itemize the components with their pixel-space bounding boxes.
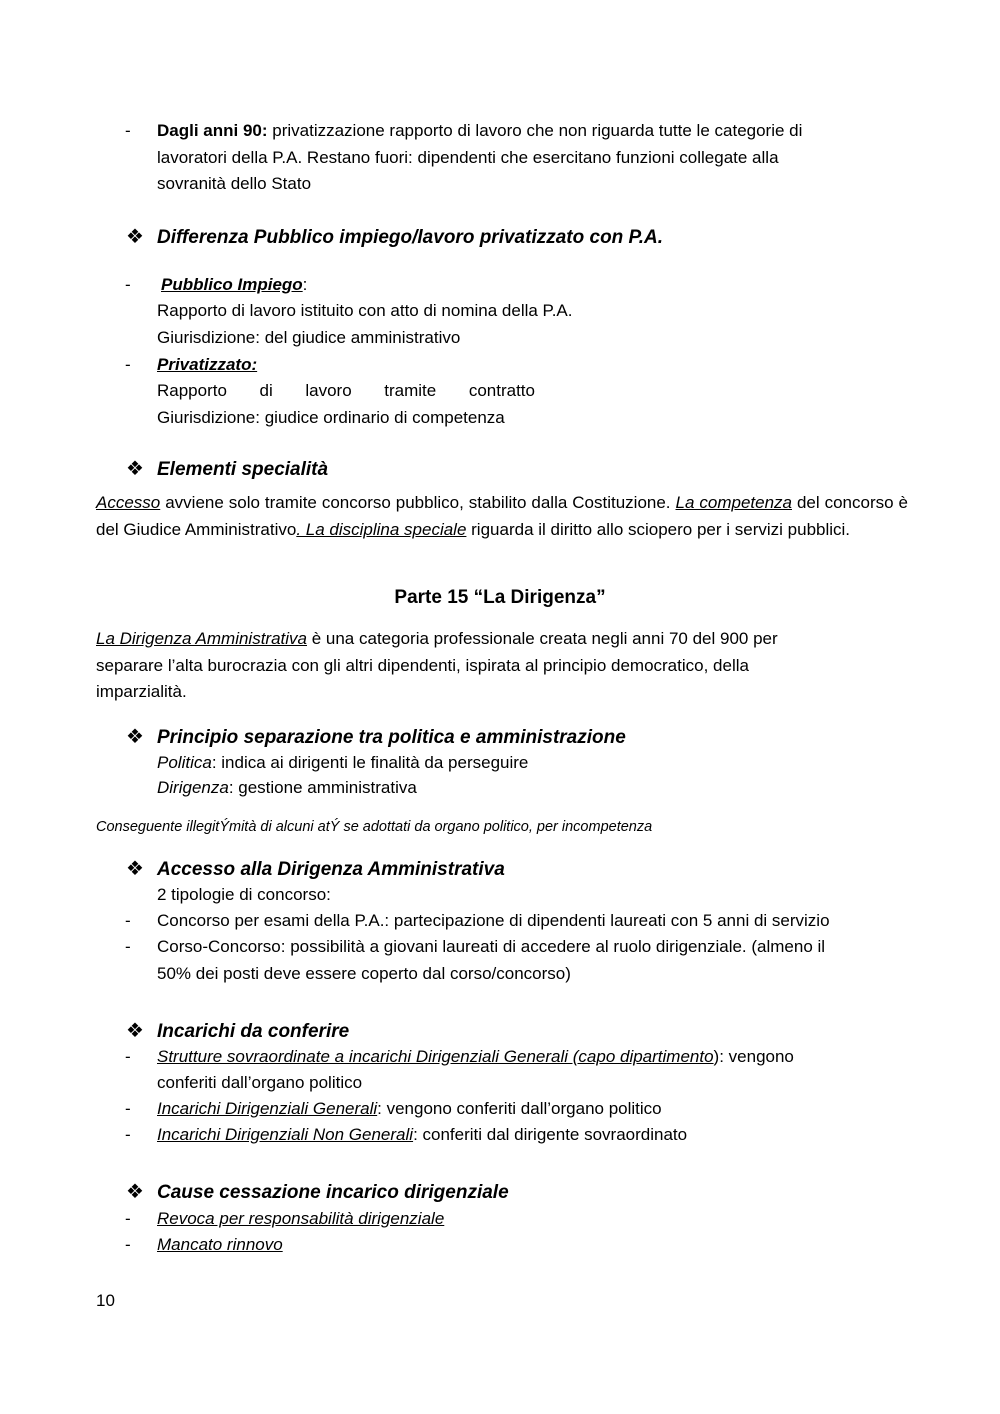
section-heading-principio xyxy=(126,723,626,752)
note-line: Conseguente illegitÝmità di alcuni atÝ se adottati da organo politico, per incompetenza xyxy=(96,819,653,835)
dirigenza-text: : gestione amministrativa xyxy=(228,778,417,797)
politica-line xyxy=(157,750,528,776)
diamond-bullet-icon: ❖ xyxy=(126,1181,144,1203)
section-heading-differenza xyxy=(126,223,663,252)
accesso-sub: 2 tipologie di concorso: xyxy=(157,885,331,904)
incarichi-item-3-term: Incarichi Dirigenziali Non Generali xyxy=(157,1125,414,1144)
heading-text: Differenza Pubblico impiego/lavoro privatizzato con P.A. xyxy=(157,227,664,248)
priv-line-2: Giurisdizione: giudice ordinario di competenza xyxy=(157,408,505,427)
heading-text: Cause cessazione incarico dirigenziale xyxy=(157,1182,509,1203)
dirigenza-line xyxy=(157,775,417,801)
list-dash: - xyxy=(125,1047,131,1066)
top-bold-label: Dagli anni 90: xyxy=(157,121,268,140)
incarichi-item-1-text: ): vengono xyxy=(713,1047,794,1066)
word: di xyxy=(259,381,273,400)
diamond-bullet-icon: ❖ xyxy=(126,458,144,480)
incarichi-item-2 xyxy=(157,1096,662,1122)
privatizzato-label: Privatizzato: xyxy=(157,355,258,374)
dirigenza-term: Dirigenza xyxy=(157,778,229,797)
intro-term: La Dirigenza Amministrativa xyxy=(96,629,307,648)
word: Rapporto xyxy=(157,381,227,400)
accesso-item-2-line-1: Corso-Concorso: possibilità a giovani laureati di accedere al ruolo dirigenziale. (almeno il xyxy=(157,937,826,956)
accesso-term: Accesso xyxy=(96,493,161,512)
diamond-bullet-icon: ❖ xyxy=(126,726,144,748)
accesso-item-2-line-2: 50% dei posti deve essere coperto dal corso/concorso) xyxy=(157,964,571,983)
intro-line-1-text: è una categoria professionale creata negli anni 70 del 900 per xyxy=(307,629,778,648)
list-dash: - xyxy=(125,1125,131,1144)
disciplina-term: . La disciplina speciale xyxy=(296,520,467,539)
diamond-bullet-icon: ❖ xyxy=(126,1020,144,1042)
word: contratto xyxy=(468,381,535,400)
list-dash: - xyxy=(125,1099,131,1118)
word: lavoro xyxy=(305,381,352,400)
pi-colon: : xyxy=(302,275,308,294)
section-heading-accesso xyxy=(126,855,505,884)
competenza-term: La competenza xyxy=(675,493,792,512)
intro-line-3: imparzialità. xyxy=(96,682,187,701)
para-text: riguarda il diritto allo sciopero per i servizi pubblici. xyxy=(466,520,851,539)
elementi-paragraph xyxy=(96,489,908,543)
incarichi-item-3-text: : conferiti dal dirigente sovraordinato xyxy=(413,1125,688,1144)
section-title: Parte 15 “La Dirigenza” xyxy=(394,587,606,608)
list-dash: - xyxy=(125,937,131,956)
top-line-2: lavoratori della P.A. Restano fuori: dipendenti che esercitano funzioni collegate alla xyxy=(157,148,779,167)
section-heading-elementi xyxy=(126,455,328,484)
section-heading-cause xyxy=(126,1178,509,1207)
heading-text: Principio separazione tra politica e amministrazione xyxy=(157,727,626,748)
top-line-1-text: privatizzazione rapporto di lavoro che non riguarda tutte le categorie di xyxy=(267,121,803,140)
cause-item-2: Mancato rinnovo xyxy=(157,1235,283,1254)
list-dash: - xyxy=(125,275,131,294)
page-number: 10 xyxy=(96,1291,115,1310)
priv-line-1 xyxy=(157,378,535,404)
word: tramite xyxy=(384,381,437,400)
incarichi-item-2-text: : vengono conferiti dall’organo politico xyxy=(377,1099,662,1118)
politica-term: Politica xyxy=(157,753,212,772)
diamond-bullet-icon: ❖ xyxy=(126,226,144,248)
pi-line-2: Giurisdizione: del giudice amministrativo xyxy=(157,328,461,347)
politica-text: : indica ai dirigenti le finalità da perseguire xyxy=(211,753,529,772)
heading-text: Elementi specialità xyxy=(157,459,329,480)
incarichi-item-1-term: Strutture sovraordinate a incarichi Dirigenziali Generali (capo dipartimento xyxy=(157,1047,714,1066)
cause-item-1: Revoca per responsabilità dirigenziale xyxy=(157,1209,445,1228)
intro-line-1 xyxy=(96,626,778,652)
pi-label-text: Pubblico Impiego xyxy=(161,275,303,294)
list-dash: - xyxy=(125,1209,131,1228)
diamond-bullet-icon: ❖ xyxy=(126,858,144,880)
list-dash: - xyxy=(125,121,131,140)
pubblico-impiego-label xyxy=(161,272,307,298)
list-dash: - xyxy=(125,355,131,374)
accesso-item-1: Concorso per esami della P.A.: partecipazione di dipendenti laureati con 5 anni di servizio xyxy=(157,911,830,930)
para-text: del concorso è del Giudice Amministrativo xyxy=(96,493,908,539)
list-dash: - xyxy=(125,1235,131,1254)
pi-line-1: Rapporto di lavoro istituito con atto di nomina della P.A. xyxy=(157,301,573,320)
incarichi-item-2-term: Incarichi Dirigenziali Generali xyxy=(157,1099,378,1118)
incarichi-item-1-line-2: conferiti dall’organo politico xyxy=(157,1073,363,1092)
section-heading-incarichi xyxy=(126,1017,349,1046)
top-line-1 xyxy=(157,118,802,144)
list-dash: - xyxy=(125,911,131,930)
heading-text: Accesso alla Dirigenza Amministrativa xyxy=(157,859,505,880)
top-line-3: sovranità dello Stato xyxy=(157,174,312,193)
incarichi-item-3 xyxy=(157,1122,687,1148)
heading-text: Incarichi da conferire xyxy=(157,1021,350,1042)
intro-line-2: separare l’alta burocrazia con gli altri dipendenti, ispirata al principio democratico, della xyxy=(96,656,749,675)
para-text: avviene solo tramite concorso pubblico, stabilito dalla Costituzione. xyxy=(160,493,676,512)
incarichi-item-1 xyxy=(157,1044,794,1070)
